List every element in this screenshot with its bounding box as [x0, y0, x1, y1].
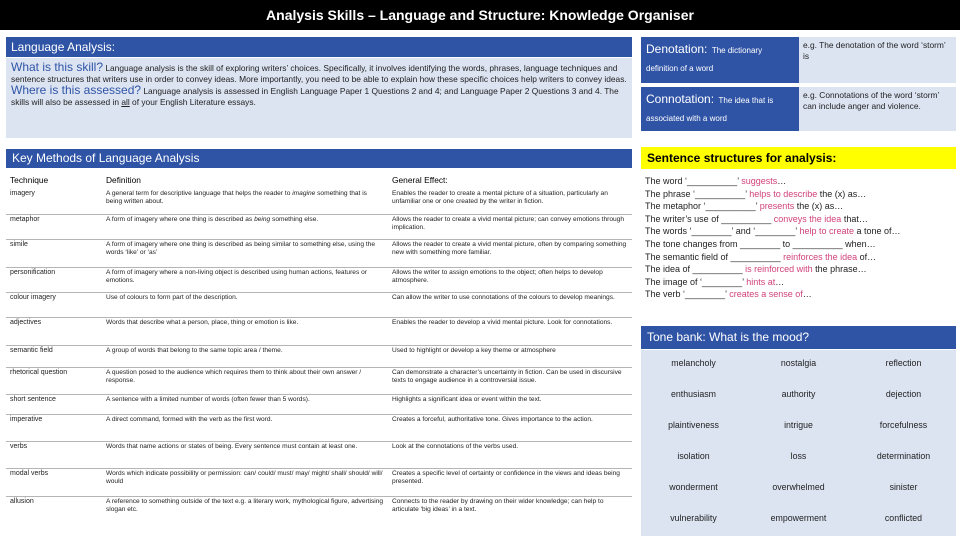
- sentence-structure-line: [645, 251, 956, 264]
- definition-a: Use of colours to form part of the description.: [106, 293, 238, 301]
- technique-cell: personification: [6, 267, 102, 292]
- tone-word: nostalgia: [780, 358, 817, 368]
- tone-word: wonderment: [669, 482, 718, 492]
- effect-cell: Can allow the writer to use connotations of the colours to develop meanings.: [388, 292, 632, 317]
- denotation-box: [641, 37, 799, 83]
- table-row: [6, 214, 632, 239]
- where-assessed-text-a: Language analysis is assessed in English Language Paper 1 Questions 2 and 4; and Language Paper 2 Questions 3 and 4. The skills will also be assessed in: [11, 86, 619, 107]
- effect-cell: Enables the reader to create a mental picture of a situation, particularly an unfamiliar one or one created by the writer in fiction.: [392, 190, 608, 205]
- effect-cell: Look at the connotations of the verbs used.: [388, 441, 632, 468]
- sentence-text: of…: [857, 251, 877, 262]
- tone-word: melancholy: [671, 358, 716, 368]
- technique-cell: allusion: [6, 496, 102, 522]
- effect-cell: Creates a forceful, authoritative tone. Gives importance to the action.: [388, 414, 632, 441]
- definition-cell: [102, 214, 388, 239]
- definition-cell: [102, 468, 388, 496]
- table-row: [6, 468, 632, 496]
- tone-word: loss: [790, 451, 807, 461]
- definition-b: something that is being written about.: [106, 190, 367, 205]
- table-row: [6, 189, 632, 214]
- sentence-text: that…: [841, 213, 868, 224]
- tone-word: isolation: [677, 451, 710, 461]
- column-header-effect: General Effect:: [392, 175, 448, 185]
- table-row: [6, 345, 632, 367]
- sentence-structure-line: [645, 213, 956, 226]
- sentence-text: the (x) as…: [817, 188, 867, 199]
- sentence-structure-line: [645, 200, 956, 213]
- tone-bank-grid: [641, 350, 956, 536]
- where-assessed-all: all: [121, 97, 130, 107]
- table-row: [6, 267, 632, 292]
- column-header-definition: Definition: [106, 175, 141, 185]
- technique-cell: semantic field: [6, 345, 102, 367]
- definition-cell: [102, 414, 388, 441]
- sentence-text: The words ‘________’ and ‘________’: [645, 226, 800, 237]
- tone-word: determination: [876, 451, 931, 461]
- key-methods-table: [6, 171, 632, 522]
- sentence-structures-header: Sentence structures for analysis:: [641, 147, 956, 169]
- definition-cell: [102, 267, 388, 292]
- definition-cell: [102, 292, 388, 317]
- page-title: Analysis Skills – Language and Structure: Knowledge Organiser: [0, 0, 960, 30]
- definition-cell: [102, 496, 388, 522]
- technique-cell: imperative: [6, 414, 102, 441]
- tone-word: authority: [781, 389, 816, 399]
- technique-cell: rhetorical question: [6, 367, 102, 394]
- definition-a: Words that describe what a person, place, thing or emotion is like.: [106, 318, 299, 326]
- sentence-structure-line: [645, 188, 956, 201]
- what-is-this-skill-text: Language analysis is the skill of exploring writers’ choices. Specifically, it involves identifying the words, phrases, language techniques and sentence structures that writers use in order to convey ideas. More importantly, you need to be able to explain how these specific choices help writers to convey ideas.: [11, 63, 627, 84]
- table-row: [6, 394, 632, 414]
- effect-cell: Connects to the reader by drawing on their wider knowledge; can help to articulate ‘big ideas’ in a text.: [388, 496, 632, 522]
- definition-a: Words which indicate possibility or permission: can/ could/ must/ may/ might/ shall/ should/ will/ would: [106, 469, 383, 485]
- language-analysis-body: [6, 58, 632, 138]
- sentence-text: the (x) as…: [794, 201, 844, 212]
- definition-cell: [102, 367, 388, 394]
- sentence-structure-line: [645, 238, 956, 251]
- sentence-text: the phrase…: [812, 264, 867, 275]
- tone-bank-header: Tone bank: What is the mood?: [641, 326, 956, 349]
- definition-a: A group of words that belong to the same topic area / theme.: [106, 346, 283, 354]
- column-header-technique: Technique: [10, 175, 49, 185]
- definition-a: A general term for descriptive language that helps the reader to: [106, 190, 293, 197]
- definition-b: something else.: [270, 215, 319, 223]
- sentence-text: The semantic field of __________: [645, 251, 784, 262]
- sentence-highlight: suggests: [741, 176, 778, 186]
- sentence-highlight: creates a sense of: [729, 289, 803, 300]
- definition-a: A form of imagery where one thing is described as: [106, 215, 255, 223]
- sentence-highlight: help to create: [799, 226, 854, 237]
- sentence-text: The verb ‘________’: [645, 289, 730, 300]
- table-row: [6, 239, 632, 267]
- what-is-this-skill-heading: What is this skill?: [11, 60, 104, 74]
- definition-a: A reference to something outside of the text e.g. a literary work, mythological figure, advertising slogan etc.: [106, 497, 384, 513]
- table-row: [6, 367, 632, 394]
- table-row: [6, 317, 632, 345]
- table-row: [6, 441, 632, 468]
- definition-cell: [102, 394, 388, 414]
- denotation-example: e.g. The denotation of the word ‘storm’ is: [799, 37, 956, 83]
- effect-cell: Can demonstrate a character’s uncertainty in fiction. Can be used in discursive texts to engage audience in a controversial issue.: [388, 367, 632, 394]
- technique-cell: colour imagery: [6, 292, 102, 317]
- tone-word: sinister: [889, 482, 918, 492]
- definition-a: A direct command, formed with the verb as the first word.: [106, 415, 273, 423]
- sentence-text: The metaphor ‘__________’: [645, 201, 760, 212]
- tone-word: conflicted: [884, 513, 923, 523]
- connotation-example: e.g. Connotations of the word ‘storm’ can include anger and violence.: [799, 87, 956, 131]
- definition-cell: [102, 441, 388, 468]
- effect-cell: Creates a specific level of certainty or confidence in the views and ideas being presented.: [388, 468, 632, 496]
- sentence-text: The tone changes from ________ to __________ when…: [645, 238, 876, 249]
- tone-word: enthusiasm: [671, 389, 716, 399]
- language-analysis-header: Language Analysis:: [6, 37, 632, 57]
- sentence-highlight: conveys the idea: [773, 213, 842, 224]
- definition-em: being: [254, 215, 271, 223]
- sentence-highlight: helps to describe: [749, 188, 818, 199]
- tone-word: empowerment: [770, 513, 827, 523]
- definition-cell: [102, 239, 388, 267]
- technique-cell: modal verbs: [6, 468, 102, 496]
- sentence-text: The image of ‘________’: [645, 276, 747, 287]
- sentence-highlight: reinforces the idea: [783, 251, 858, 262]
- tone-word: dejection: [885, 389, 922, 399]
- sentence-structure-line: [645, 263, 956, 276]
- tone-word: reflection: [885, 358, 922, 368]
- table-row: [6, 292, 632, 317]
- technique-cell: short sentence: [6, 394, 102, 414]
- table-header-row: [6, 171, 632, 189]
- tone-word: overwhelmed: [772, 482, 825, 492]
- effect-cell: Allows the reader to create a vivid mental picture; can convey emotions through implication.: [388, 214, 632, 239]
- sentence-structure-line: [645, 175, 956, 188]
- sentence-text: The writer’s use of __________: [645, 213, 774, 224]
- connotation-term: Connotation:: [646, 92, 715, 106]
- effect-cell: Highlights a significant idea or event within the text.: [388, 394, 632, 414]
- table-row: [6, 496, 632, 522]
- definition-cell: [102, 189, 388, 214]
- sentence-text: The idea of __________: [645, 264, 746, 275]
- sentence-text: a tone of…: [854, 226, 901, 237]
- sentence-structure-line: [645, 225, 956, 238]
- technique-cell: adjectives: [6, 317, 102, 345]
- tone-word: plaintiveness: [668, 420, 719, 430]
- sentence-text: The phrase ‘__________’: [645, 188, 750, 199]
- definition-a: A form of imagery where a non-living object is described using human actions, features or emotions.: [106, 268, 367, 284]
- key-methods-header: Key Methods of Language Analysis: [6, 149, 632, 168]
- definition-a: A sentence with a limited number of words (often fewer than 5 words).: [106, 395, 310, 403]
- tone-word: forcefulness: [879, 420, 928, 430]
- denotation-term: Denotation:: [646, 42, 708, 56]
- definition-cell: [102, 345, 388, 367]
- definition-a: A question posed to the audience which requires them to think about their own answer / response.: [106, 368, 362, 384]
- technique-cell: imagery: [10, 190, 35, 197]
- sentence-text: The word ‘__________’: [645, 176, 742, 186]
- sentence-structures-list: [641, 175, 956, 301]
- sentence-highlight: is reinforced with: [745, 264, 813, 275]
- where-assessed-heading: Where is this assessed?: [11, 83, 142, 97]
- connotation-definition: The idea that is associated with a word: [646, 96, 774, 123]
- effect-cell: Allows the writer to assign emotions to the object; often helps to develop atmosphere.: [388, 267, 632, 292]
- sentence-highlight: presents: [759, 201, 795, 212]
- tone-word: vulnerability: [670, 513, 717, 523]
- effect-cell: Allows the reader to create a vivid mental picture, often by comparing something new with something more familiar.: [388, 239, 632, 267]
- definition-em: imagine: [292, 190, 316, 197]
- sentence-structure-line: [645, 288, 956, 301]
- sentence-structure-line: [645, 276, 956, 289]
- definition-a: A form of imagery where one thing is described as being similar to something else, using the words ‘like’ or ‘as’: [106, 240, 376, 256]
- denotation-definition: The dictionary definition of a word: [646, 46, 763, 73]
- where-assessed-text-b: of your English Literature essays.: [129, 97, 256, 107]
- connotation-box: [641, 87, 799, 131]
- effect-cell: Used to highlight or develop a key theme or atmosphere: [388, 345, 632, 367]
- sentence-text: …: [775, 276, 785, 287]
- technique-cell: simile: [6, 239, 102, 267]
- definition-cell: [102, 317, 388, 345]
- technique-cell: metaphor: [6, 214, 102, 239]
- tone-word: intrigue: [784, 420, 813, 430]
- effect-cell: Enables the reader to develop a vivid mental picture. Look for connotations.: [388, 317, 632, 345]
- definition-a: Words that name actions or states of being. Every sentence must contain at least one.: [106, 442, 358, 450]
- sentence-text: …: [802, 289, 812, 300]
- sentence-highlight: hints at: [746, 276, 776, 287]
- table-row: [6, 414, 632, 441]
- technique-cell: verbs: [6, 441, 102, 468]
- sentence-text: …: [777, 176, 787, 186]
